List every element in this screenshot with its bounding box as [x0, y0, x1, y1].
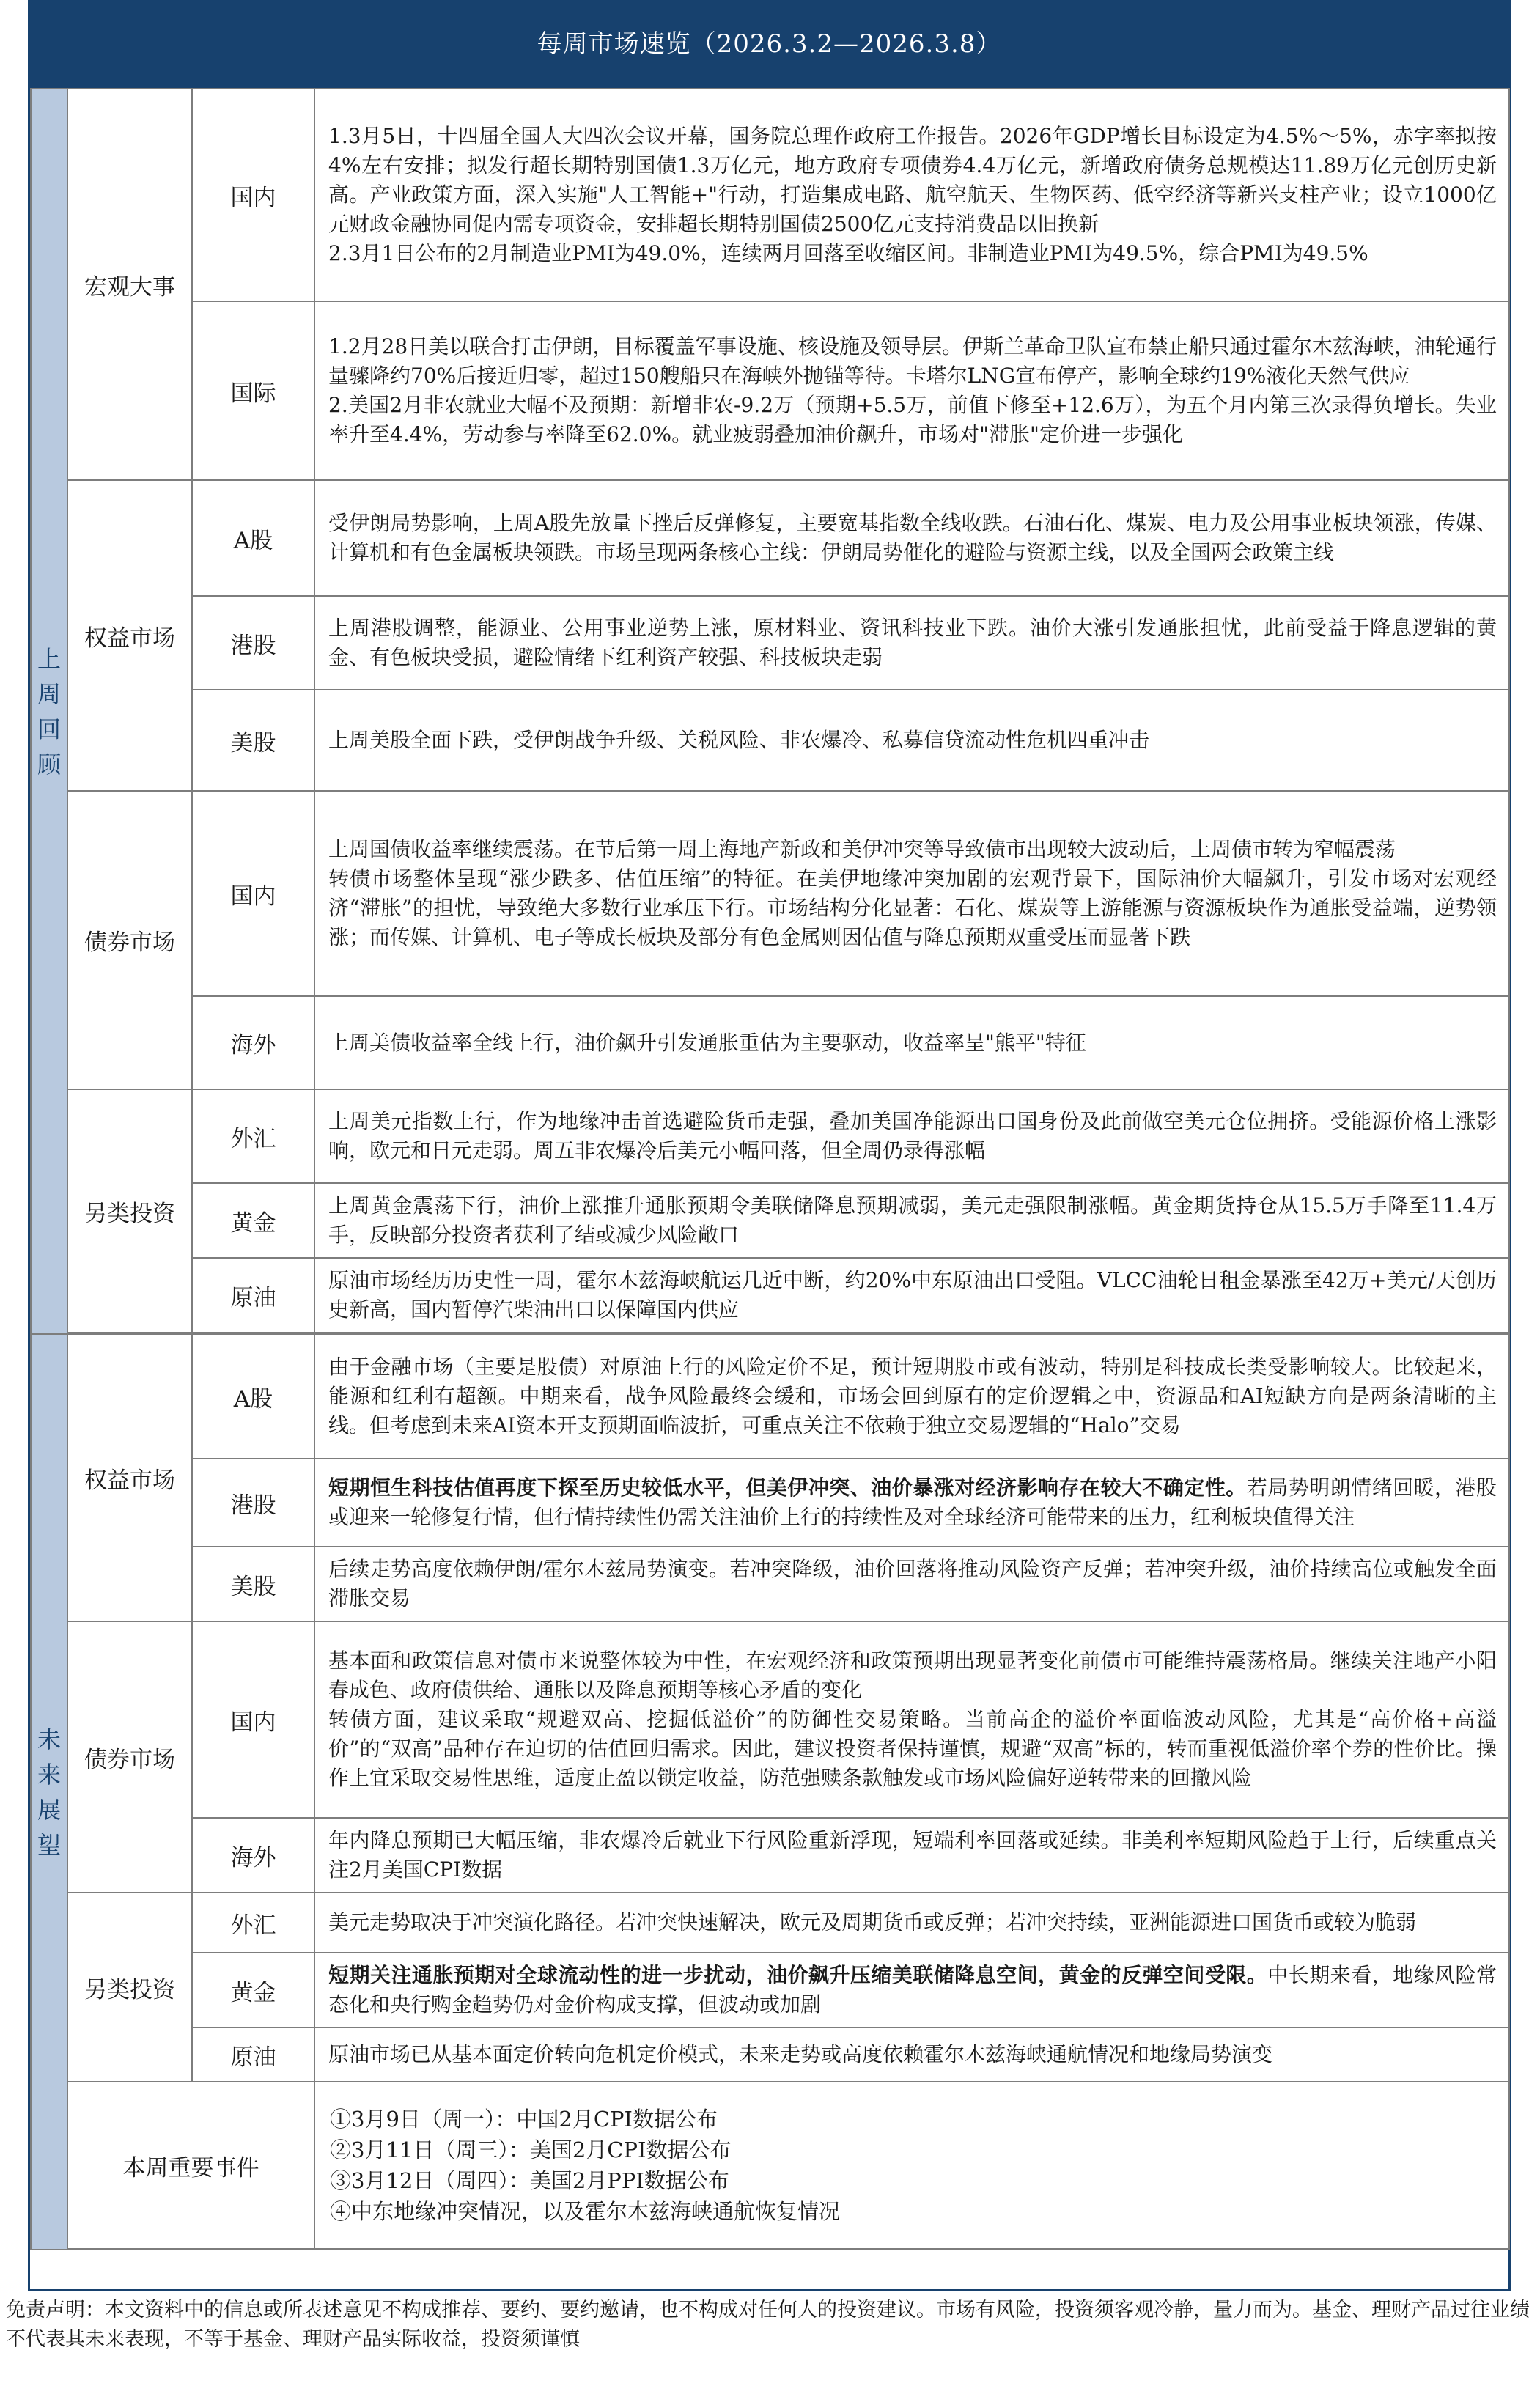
category-equity-outlook: 权益市场	[67, 1334, 192, 1621]
bond-overseas-text: 上周美债收益率全线上行，油价飙升引发通胀重估为主要驱动，收益率呈"熊平"特征	[314, 996, 1509, 1089]
weekly-events-list	[314, 2082, 1509, 2249]
category-alternative-outlook: 另类投资	[67, 1893, 192, 2082]
alt-gold-text: 上周黄金震荡下行，油价上涨推升通胀预期令美联储降息预期减弱，美元走强限制涨幅。黄金期货持仓从15.5万手降至11.4万手，反映部分投资者获利了结或减少风险敞口	[314, 1183, 1509, 1258]
table-row	[31, 301, 1509, 480]
table-row	[31, 690, 1509, 791]
list-item: ②3月11日（周三）：美国2月CPI数据公布	[330, 2137, 732, 2162]
outlook-bond-domestic-text: 基本面和政策信息对债市来说整体较为中性，在宏观经济和政策预期出现显著变化前债市可能维持震荡格局。继续关注地产小阳春成色、政府债供给、通胀以及降息预期等核心矛盾的变化 转债方面，建议采取“规避双高、挖掘低溢价”的防御性交易策略。当前高企的溢价率面临波动风险，尤其是“高价格+高溢价”的“双高”品种存在迫切的估值回归需求。因此，建议投资者保持谨慎，规避“双高”标的，转而重视低溢价率个券的性价比。操作上宜采取交易性思维，适度止盈以锁定收益，防范强赎条款触发或市场风险偏好逆转带来的回撤风险	[314, 1621, 1509, 1818]
category-alternative: 另类投资	[67, 1089, 192, 1333]
category-macro: 宏观大事	[67, 89, 192, 480]
equity-us-text: 上周美股全面下跌，受伊朗战争升级、关税风险、非农爆冷、私募信贷流动性危机四重冲击	[314, 690, 1509, 791]
table-row	[31, 1258, 1509, 1333]
sub-bond-overseas: 海外	[192, 996, 314, 1089]
table-row	[31, 1459, 1509, 1547]
table-row	[31, 89, 1509, 301]
sub-hk-share: 港股	[192, 596, 314, 690]
alt-fx-text: 上周美元指数上行，作为地缘冲击首选避险货币走强，叠加美国净能源出口国身份及此前做空美元仓位拥挤。受能源价格上涨影响，欧元和日元走弱。周五非农爆冷后美元小幅回落，但全周仍录得涨幅	[314, 1089, 1509, 1183]
alt-oil-text: 原油市场经历历史性一周，霍尔木兹海峡航运几近中断，约20%中东原油出口受阻。VLCC油轮日租金暴涨至42万+美元/天创历史新高，国内暂停汽柴油出口以保障国内供应	[314, 1258, 1509, 1333]
equity-a-text: 受伊朗局势影响，上周A股先放量下挫后反弹修复，主要宽基指数全线收跌。石油石化、煤炭、电力及公用事业板块领涨，传媒、计算机和有色金属板块领跌。市场呈现两条核心主线：伊朗局势催化的避险与资源主线，以及全国两会政策主线	[314, 480, 1509, 596]
table-row	[31, 1334, 1509, 1459]
sub-bond-overseas-outlook: 海外	[192, 1818, 314, 1893]
table-row	[31, 1621, 1509, 1818]
outlook-equity-a-text: 由于金融市场（主要是股债）对原油上行的风险定价不足，预计短期股市或有波动，特别是科技成长类受影响较大。比较起来，能源和红利有超额。中期来看，战争风险最终会缓和，市场会回到原有的定价逻辑之中，资源品和AI短缺方向是两条清晰的主线。但考虑到未来AI资本开支预期面临波折，可重点关注不依赖于独立交易逻辑的“Halo”交易	[314, 1334, 1509, 1459]
section-label-outlook: 未来展望	[31, 1334, 67, 2250]
outlook-bond-overseas-text: 年内降息预期已大幅压缩，非农爆冷后就业下行风险重新浮现，短端利率回落或延续。非美利率短期风险趋于上行，后续重点关注2月美国CPI数据	[314, 1818, 1509, 1893]
table-row	[31, 996, 1509, 1089]
bond-domestic-text: 上周国债收益率继续震荡。在节后第一周上海地产新政和美伊冲突等导致债市出现较大波动后，上周债市转为窄幅震荡 转债市场整体呈现“涨少跌多、估值压缩”的特征。在美伊地缘冲突加剧的宏观背景下，国际油价大幅飙升，引发市场对宏观经济“滞胀”的担忧，导致绝大多数行业承压下行。市场结构分化显著：石化、煤炭等上游能源与资源板块作为通胀受益端，逆势领涨；而传媒、计算机、电子等成长板块及部分有色金属则因估值与降息预期双重受压而显著下跌	[314, 791, 1509, 996]
sub-gold: 黄金	[192, 1183, 314, 1258]
table-row	[31, 1818, 1509, 1893]
table-row	[31, 1953, 1509, 2027]
category-bond-outlook: 债券市场	[67, 1621, 192, 1893]
sub-oil-outlook: 原油	[192, 2027, 314, 2082]
disclaimer: 免责声明：本文资料中的信息或所表述意见不构成推荐、要约、要约邀请，也不构成对任何人的投资建议。市场有风险，投资须客观冷静，量力而为。基金、理财产品过往业绩不代表其未来表现，不等于基金、理财产品实际收益，投资须谨慎	[6, 2299, 1530, 2351]
macro-domestic-text: 1.3月5日，十四届全国人大四次会议开幕，国务院总理作政府工作报告。2026年GDP增长目标设定为4.5%～5%，赤字率拟按4%左右安排；拟发行超长期特别国债1.3万亿元，地方政府专项债券4.4万亿元，新增政府债务总规模达11.89万亿元创历史新高。产业政策方面，深入实施"人工智能+"行动，打造集成电路、航空航天、生物医药、低空经济等新兴支柱产业；设立1000亿元财政金融协同促内需专项资金，安排超长期特别国债2500亿元支持消费品以旧换新 2.3月1日公布的2月制造业PMI为49.0%，连续两月回落至收缩区间。非制造业PMI为49.5%，综合PMI为49.5%	[314, 89, 1509, 301]
sub-a-share: A股	[192, 480, 314, 596]
sub-gold-outlook: 黄金	[192, 1953, 314, 2027]
market-summary-table	[30, 88, 1510, 2250]
list-item: ①3月9日（周一）：中国2月CPI数据公布	[330, 2107, 718, 2132]
table-row	[31, 2027, 1509, 2082]
sub-bond-domestic-outlook: 国内	[192, 1621, 314, 1818]
table-row	[31, 2082, 1509, 2249]
sub-hk-share-outlook: 港股	[192, 1459, 314, 1547]
report-frame	[28, 0, 1511, 2291]
category-equity: 权益市场	[67, 480, 192, 791]
table-row	[31, 1183, 1509, 1258]
outlook-equity-us-text: 后续走势高度依赖伊朗/霍尔木兹局势演变。若冲突降级，油价回落将推动风险资产反弹；若冲突升级，油价持续高位或触发全面滞胀交易	[314, 1547, 1509, 1621]
category-bond: 债券市场	[67, 791, 192, 1089]
outlook-alt-gold-text: 短期关注通胀预期对全球流动性的进一步扰动，油价飙升压缩美联储降息空间，黄金的反弹空间受限。中长期来看，地缘风险常态化和央行购金趋势仍对金价构成支撑，但波动或加剧	[314, 1953, 1509, 2027]
section-label-review: 上周回顾	[31, 89, 67, 1334]
table-row	[31, 596, 1509, 690]
list-item: ③3月12日（周四）：美国2月PPI数据公布	[330, 2168, 729, 2193]
outlook-alt-oil-text: 原油市场已从基本面定价转向危机定价模式，未来走势或高度依赖霍尔木兹海峡通航情况和地缘局势演变	[314, 2027, 1509, 2082]
table-row	[31, 1547, 1509, 1621]
table-row	[31, 1893, 1509, 1953]
sub-fx: 外汇	[192, 1089, 314, 1183]
macro-intl-text: 1.2月28日美以联合打击伊朗，目标覆盖军事设施、核设施及领导层。伊斯兰革命卫队宣布禁止船只通过霍尔木兹海峡，油轮通行量骤降约70%后接近归零，超过150艘船只在海峡外抛锚等待。卡塔尔LNG宣布停产，影响全球约19%液化天然气供应 2.美国2月非农就业大幅不及预期：新增非农-9.2万（预期+5.5万，前值下修至+12.6万），为五个月内第三次录得负增长。失业率升至4.4%，劳动参与率降至62.0%。就业疲弱叠加油价飙升，市场对"滞胀"定价进一步强化	[314, 301, 1509, 480]
sub-us-share-outlook: 美股	[192, 1547, 314, 1621]
table-row	[31, 1089, 1509, 1183]
table-row	[31, 791, 1509, 996]
table-row	[31, 480, 1509, 596]
sub-fx-outlook: 外汇	[192, 1893, 314, 1953]
outlook-equity-hk-text: 短期恒生科技估值再度下探至历史较低水平，但美伊冲突、油价暴涨对经济影响存在较大不确定性。若局势明朗情绪回暖，港股或迎来一轮修复行情，但行情持续性仍需关注油价上行的持续性及对全球经济可能带来的压力，红利板块值得关注	[314, 1459, 1509, 1547]
sub-oil: 原油	[192, 1258, 314, 1333]
sub-international: 国际	[192, 301, 314, 480]
sub-a-share-outlook: A股	[192, 1334, 314, 1459]
sub-bond-domestic: 国内	[192, 791, 314, 996]
weekly-events-label: 本周重要事件	[67, 2082, 314, 2249]
sub-domestic: 国内	[192, 89, 314, 301]
equity-hk-text: 上周港股调整，能源业、公用事业逆势上涨，原材料业、资讯科技业下跌。油价大涨引发通胀担忧，此前受益于降息逻辑的黄金、有色板块受损，避险情绪下红利资产较强、科技板块走弱	[314, 596, 1509, 690]
sub-us-share: 美股	[192, 690, 314, 791]
page-title: 每周市场速览（2026.3.2—2026.3.8）	[30, 0, 1508, 88]
outlook-alt-fx-text: 美元走势取决于冲突演化路径。若冲突快速解决，欧元及周期货币或反弹；若冲突持续，亚洲能源进口国货币或较为脆弱	[314, 1893, 1509, 1953]
list-item: ④中东地缘冲突情况，以及霍尔木兹海峡通航恢复情况	[330, 2199, 841, 2224]
